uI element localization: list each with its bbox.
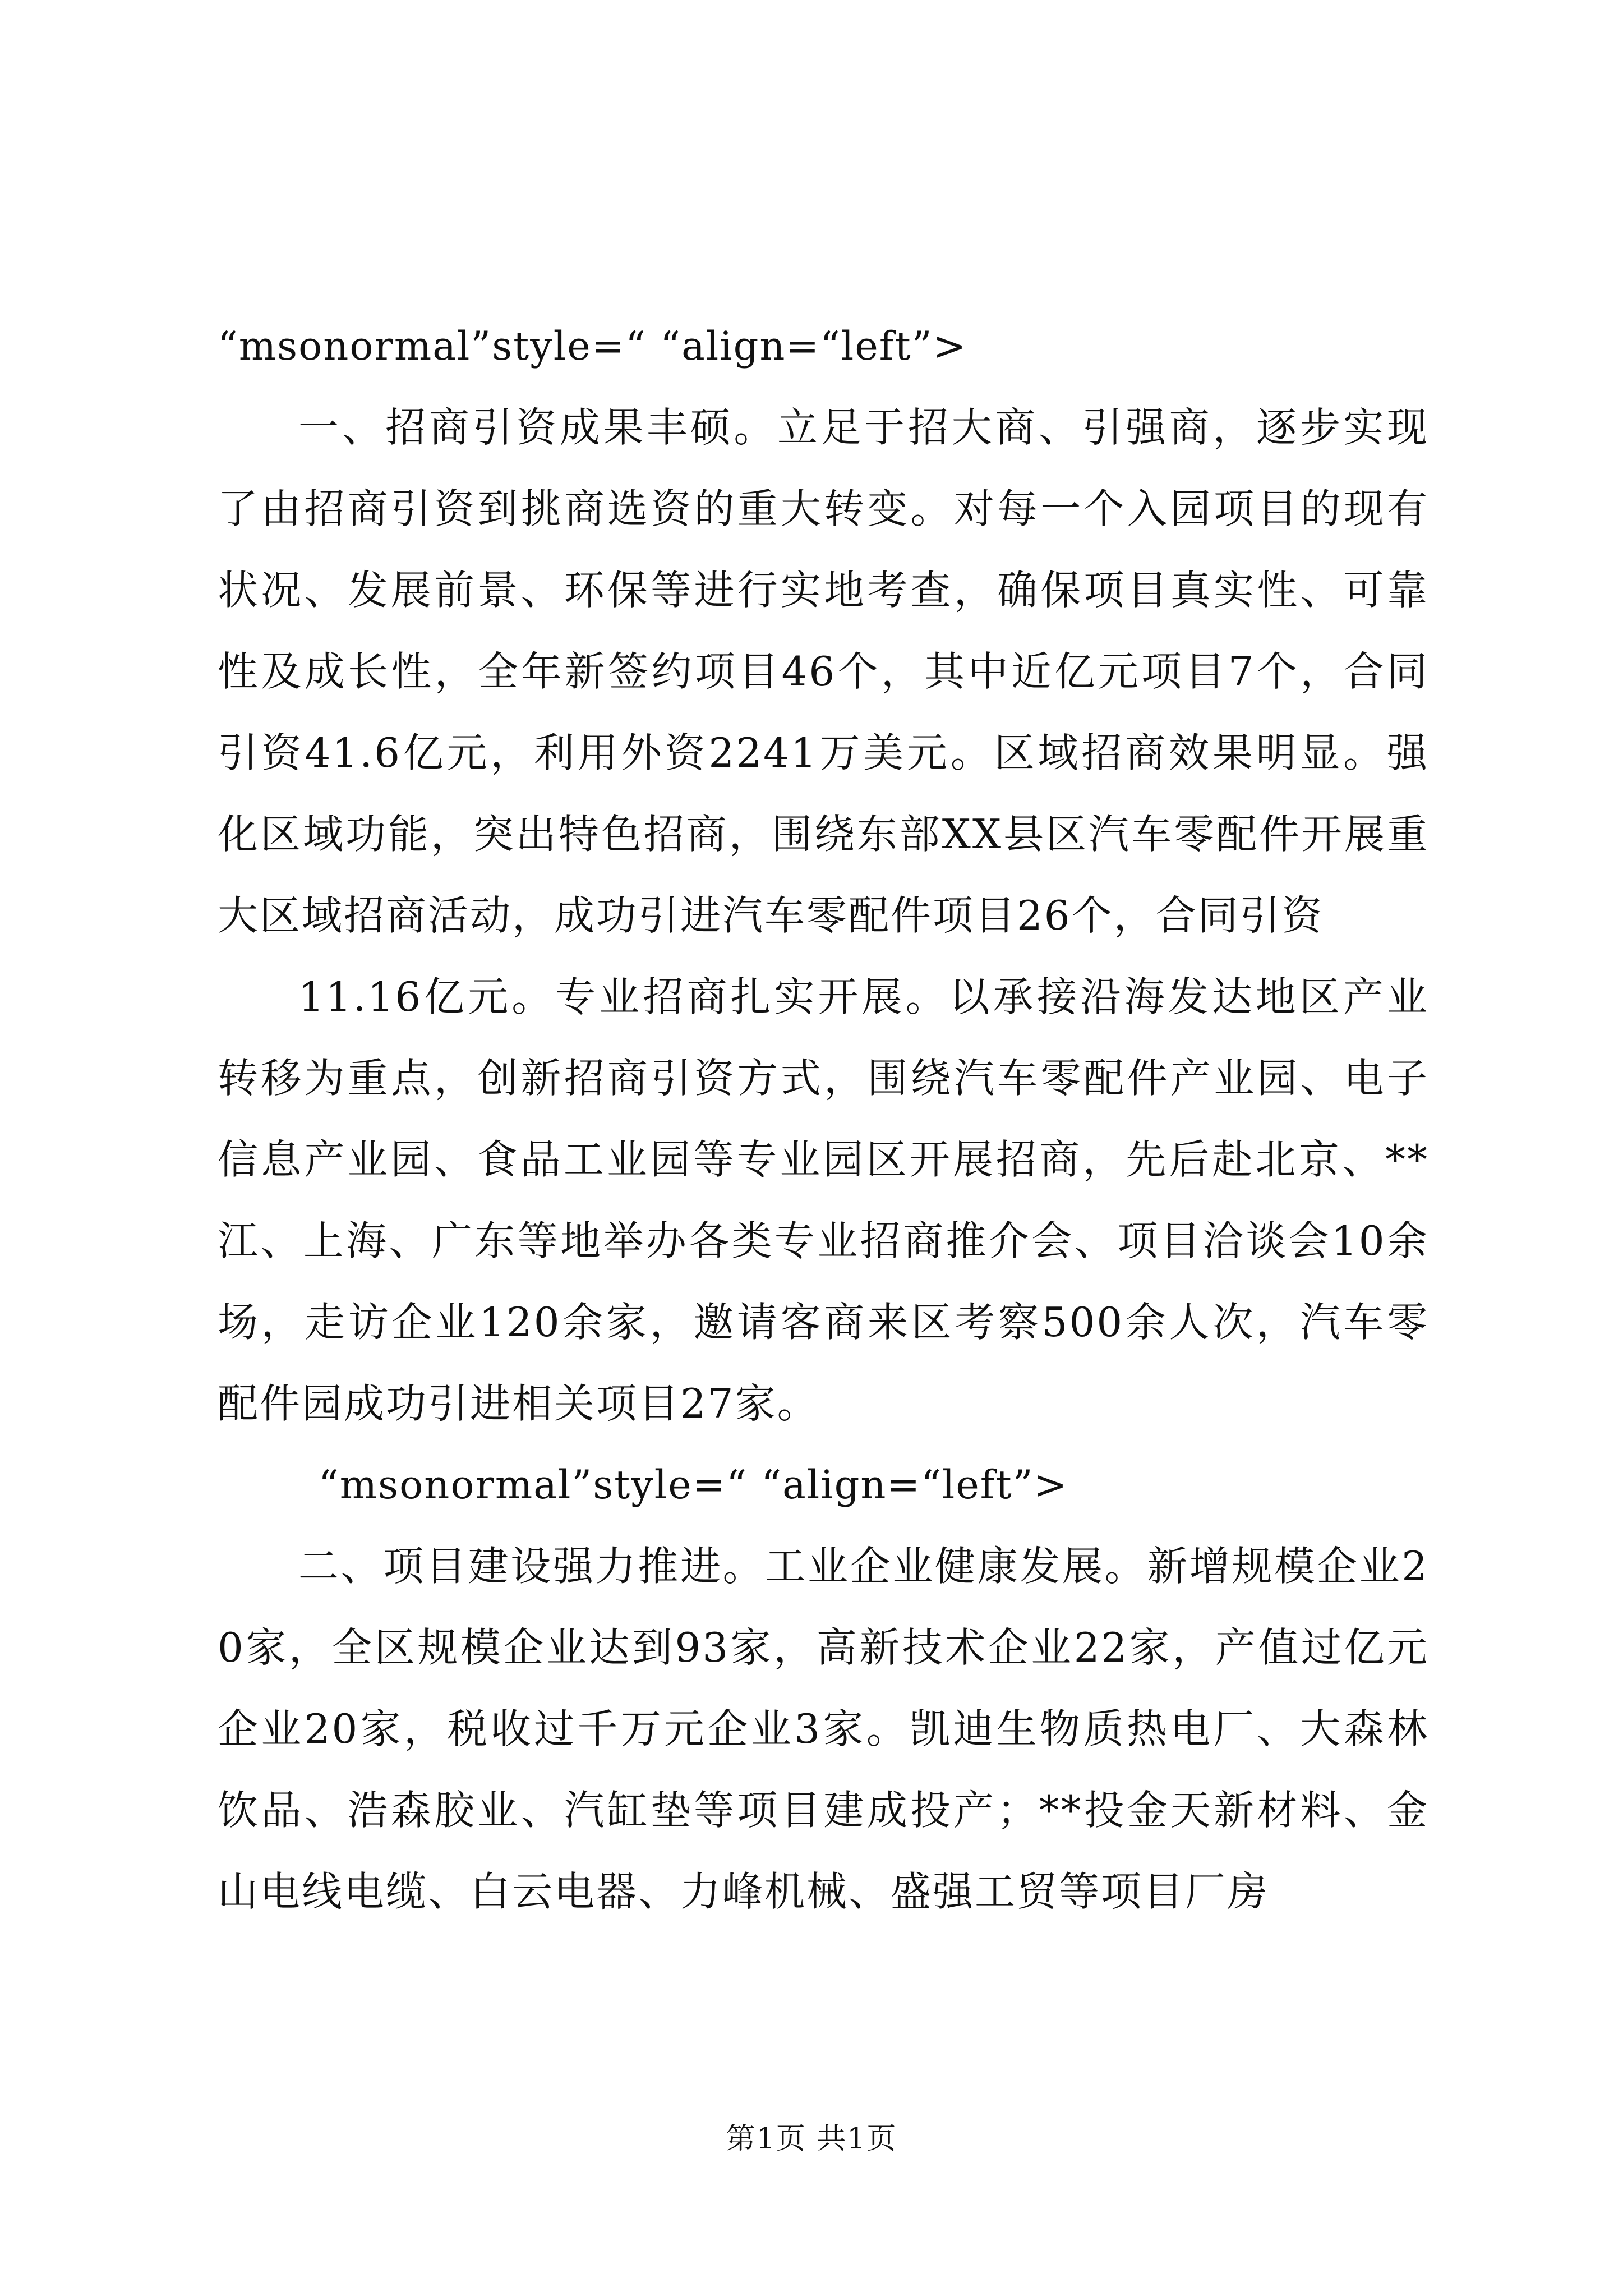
document-body	[218, 306, 1429, 1932]
page-footer: 第1页 共1页	[726, 2122, 897, 2156]
html-fragment-line: “msonormal”style=“ “align=“left”>	[218, 323, 967, 369]
paragraph-project-construction: 二、项目建设强力推进。工业企业健康发展。新增规模企业20家，全区规模企业达到93家，高新技术企业22家，产值过亿元企业20家，税收过千万元企业3家。凯迪生物质热电厂、大森林饮品、浩森胶业、汽缸垫等项目建成投产；**投金天新材料、金山电线电缆、白云电器、力峰机械、盛强工贸等项目厂房	[218, 1543, 1429, 1915]
html-fragment-line: “msonormal”style=“ “align=“left”>	[319, 1462, 1068, 1508]
paragraph-professional-investment: 11.16亿元。专业招商扎实开展。以承接沿海发达地区产业转移为重点，创新招商引资方式，围绕汽车零配件产业园、电子信息产业园、食品工业园等专业园区开展招商，先后赴北京、**江、上海、广东等地举办各类专业招商推介会、项目洽谈会10余场，走访企业120余家，邀请客商来区考察500余人次，汽车零配件园成功引进相关项目27家。	[218, 973, 1429, 1427]
paragraph-investment-results: 一、招商引资成果丰硕。立足于招大商、引强商，逐步实现了由招商引资到挑商选资的重大转变。对每一个入园项目的现有状况、发展前景、环保等进行实地考查，确保项目真实性、可靠性及成长性，全年新签约项目46个，其中近亿元项目7个，合同引资41.6亿元，利用外资2241万美元。区域招商效果明显。强化区域功能，突出特色招商，围绕东部XX县区汽车零配件开展重大区域招商活动，成功引进汽车零配件项目26个，合同引资	[218, 404, 1429, 939]
